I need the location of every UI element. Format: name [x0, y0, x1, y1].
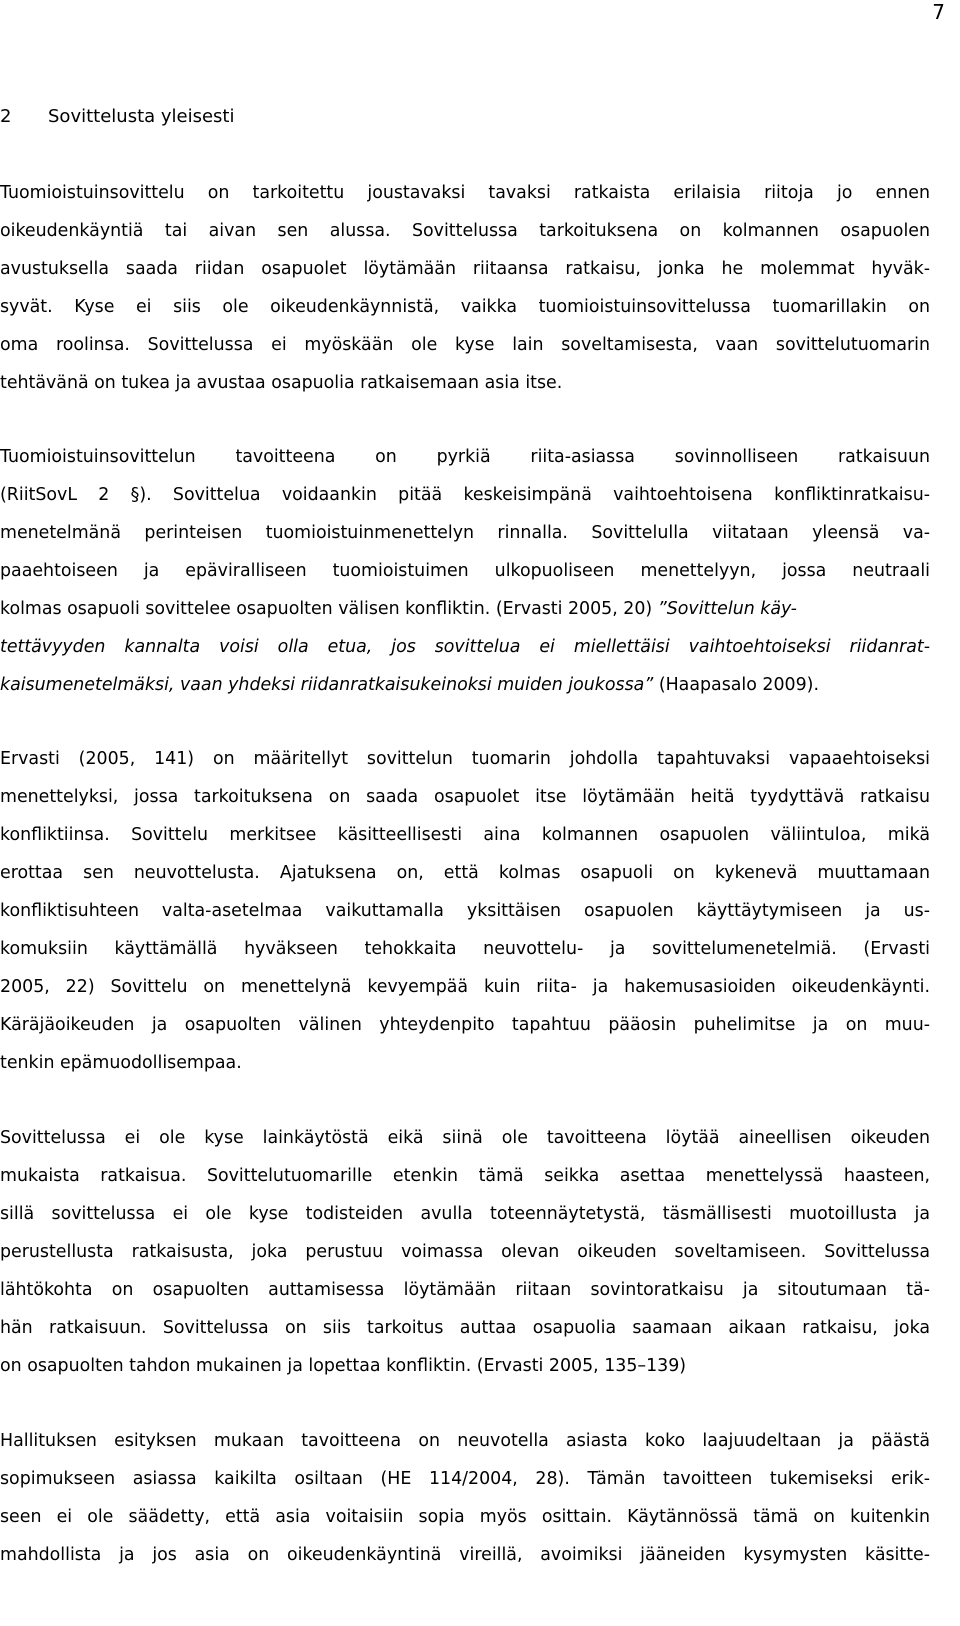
- text-line: hän ratkaisuun. Sovittelussa on siis tarkoitus auttaa osapuolia saamaan aikaan ratkaisu, joka: [0, 1318, 930, 1338]
- text-line: mahdollista ja jos asia on oikeudenkäyntinä vireillä, avoimiksi jääneiden kysymysten käsitte-: [0, 1545, 930, 1565]
- text-line: mukaista ratkaisua. Sovittelutuomarille etenkin tämä seikka asettaa menettelyssä haasteen,: [0, 1166, 930, 1186]
- text-line: sillä sovittelussa ei ole kyse todisteiden avulla toteennäytetystä, täsmällisesti muotoillusta ja: [0, 1204, 930, 1224]
- quote-text: tettävyyden kannalta voisi olla etua, jos sovittelua ei miellettäisi vaihtoehtoiseksi riidanrat-: [0, 637, 930, 657]
- text-line: erottaa sen neuvottelusta. Ajatuksena on, että kolmas osapuoli on kykenevä muuttamaan: [0, 863, 930, 883]
- text-line: tenkin epämuodollisempaa.: [0, 1053, 242, 1073]
- citation: (Haapasalo 2009).: [653, 675, 819, 695]
- text-line: konfliktiinsa. Sovittelu merkitsee käsitteellisesti aina kolmannen osapuolen väliintuloa, mikä: [0, 825, 930, 845]
- text-line: tehtävänä on tukea ja avustaa osapuolia ratkaisemaan asia itse.: [0, 373, 563, 393]
- text-line: komuksiin käyttämällä hyväkseen tehokkaita neuvottelu- ja sovittelumenetelmiä. (Ervasti: [0, 939, 930, 959]
- section-title: Sovittelusta yleisesti: [48, 106, 235, 127]
- text-line: menettelyksi, jossa tarkoituksena on saada osapuolet itse löytämään heitä tyydyttävä ratkaisu: [0, 787, 930, 807]
- text-line: paaehtoiseen ja epäviralliseen tuomioistuimen ulkopuoliseen menettelyyn, jossa neutraali: [0, 561, 930, 581]
- text-line: Hallituksen esityksen mukaan tavoitteena on neuvotella asiasta koko laajuudeltaan ja päästä: [0, 1431, 930, 1451]
- text-segment: kolmas osapuoli sovittelee osapuolten välisen konfliktin. (Ervasti 2005, 20): [0, 599, 658, 619]
- text-line: Käräjäoikeuden ja osapuolten välinen yhteydenpito tapahtuu pääosin puhelimitse ja on muu-: [0, 1015, 930, 1035]
- text-line: [0, 597, 930, 621]
- text-line: avustuksella saada riidan osapuolet löytämään riitaansa ratkaisu, jonka he molemmat hyväk-: [0, 259, 930, 279]
- text-line: Ervasti (2005, 141) on määritellyt sovittelun tuomarin johdolla tapahtuvaksi vapaaehtoiseksi: [0, 749, 930, 769]
- text-line: Tuomioistuinsovittelu on tarkoitettu joustavaksi tavaksi ratkaista erilaisia riitoja jo ennen: [0, 183, 930, 203]
- text-line: menetelmänä perinteisen tuomioistuinmenettelyn rinnalla. Sovittelulla viitataan yleensä va-: [0, 523, 930, 543]
- text-line: perustellusta ratkaisusta, joka perustuu voimassa olevan oikeuden soveltamiseen. Sovittelussa: [0, 1242, 930, 1262]
- text-line: konfliktisuhteen valta-asetelmaa vaikuttamalla yksittäisen osapuolen käyttäytymiseen ja us-: [0, 901, 930, 921]
- quote-text: ”Sovittelun käy-: [657, 599, 797, 619]
- text-line: 2005, 22) Sovittelu on menettelynä kevyempää kuin riita- ja hakemusasioiden oikeudenkäynti.: [0, 977, 930, 997]
- text-line: lähtökohta on osapuolten auttamisessa löytämään riitaan sovintoratkaisu ja sitoutumaan tä-: [0, 1280, 930, 1300]
- text-line: syvät. Kyse ei siis ole oikeudenkäynnistä, vaikka tuomioistuinsovittelussa tuomarillakin on: [0, 297, 930, 317]
- text-line: Tuomioistuinsovittelun tavoitteena on pyrkiä riita-asiassa sovinnolliseen ratkaisuun: [0, 447, 930, 467]
- text-line: on osapuolten tahdon mukainen ja lopettaa konfliktin. (Ervasti 2005, 135–139): [0, 1356, 687, 1376]
- text-line: oma roolinsa. Sovittelussa ei myöskään ole kyse lain soveltamisesta, vaan sovittelutuomarin: [0, 335, 930, 355]
- quote-text: kaisumenetelmäksi, vaan yhdeksi riidanratkaisukeinoksi muiden joukossa”: [0, 675, 654, 695]
- text-line: oikeudenkäyntiä tai aivan sen alussa. Sovittelussa tarkoituksena on kolmannen osapuolen: [0, 221, 930, 241]
- text-line: (RiitSovL 2 §). Sovittelua voidaankin pitää keskeisimpänä vaihtoehtoisena konfliktinratkaisu-: [0, 485, 930, 505]
- text-line: [0, 673, 930, 697]
- page-number: 7: [932, 0, 945, 24]
- text-line: seen ei ole säädetty, että asia voitaisiin sopia myös osittain. Käytännössä tämä on kuitenkin: [0, 1507, 930, 1527]
- section-heading: [0, 104, 235, 130]
- text-line: Sovittelussa ei ole kyse lainkäytöstä eikä siinä ole tavoitteena löytää aineellisen oikeuden: [0, 1128, 930, 1148]
- text-line: sopimukseen asiassa kaikilta osiltaan (HE 114/2004, 28). Tämän tavoitteen tukemiseksi erik-: [0, 1469, 930, 1489]
- section-number: 2: [0, 106, 12, 127]
